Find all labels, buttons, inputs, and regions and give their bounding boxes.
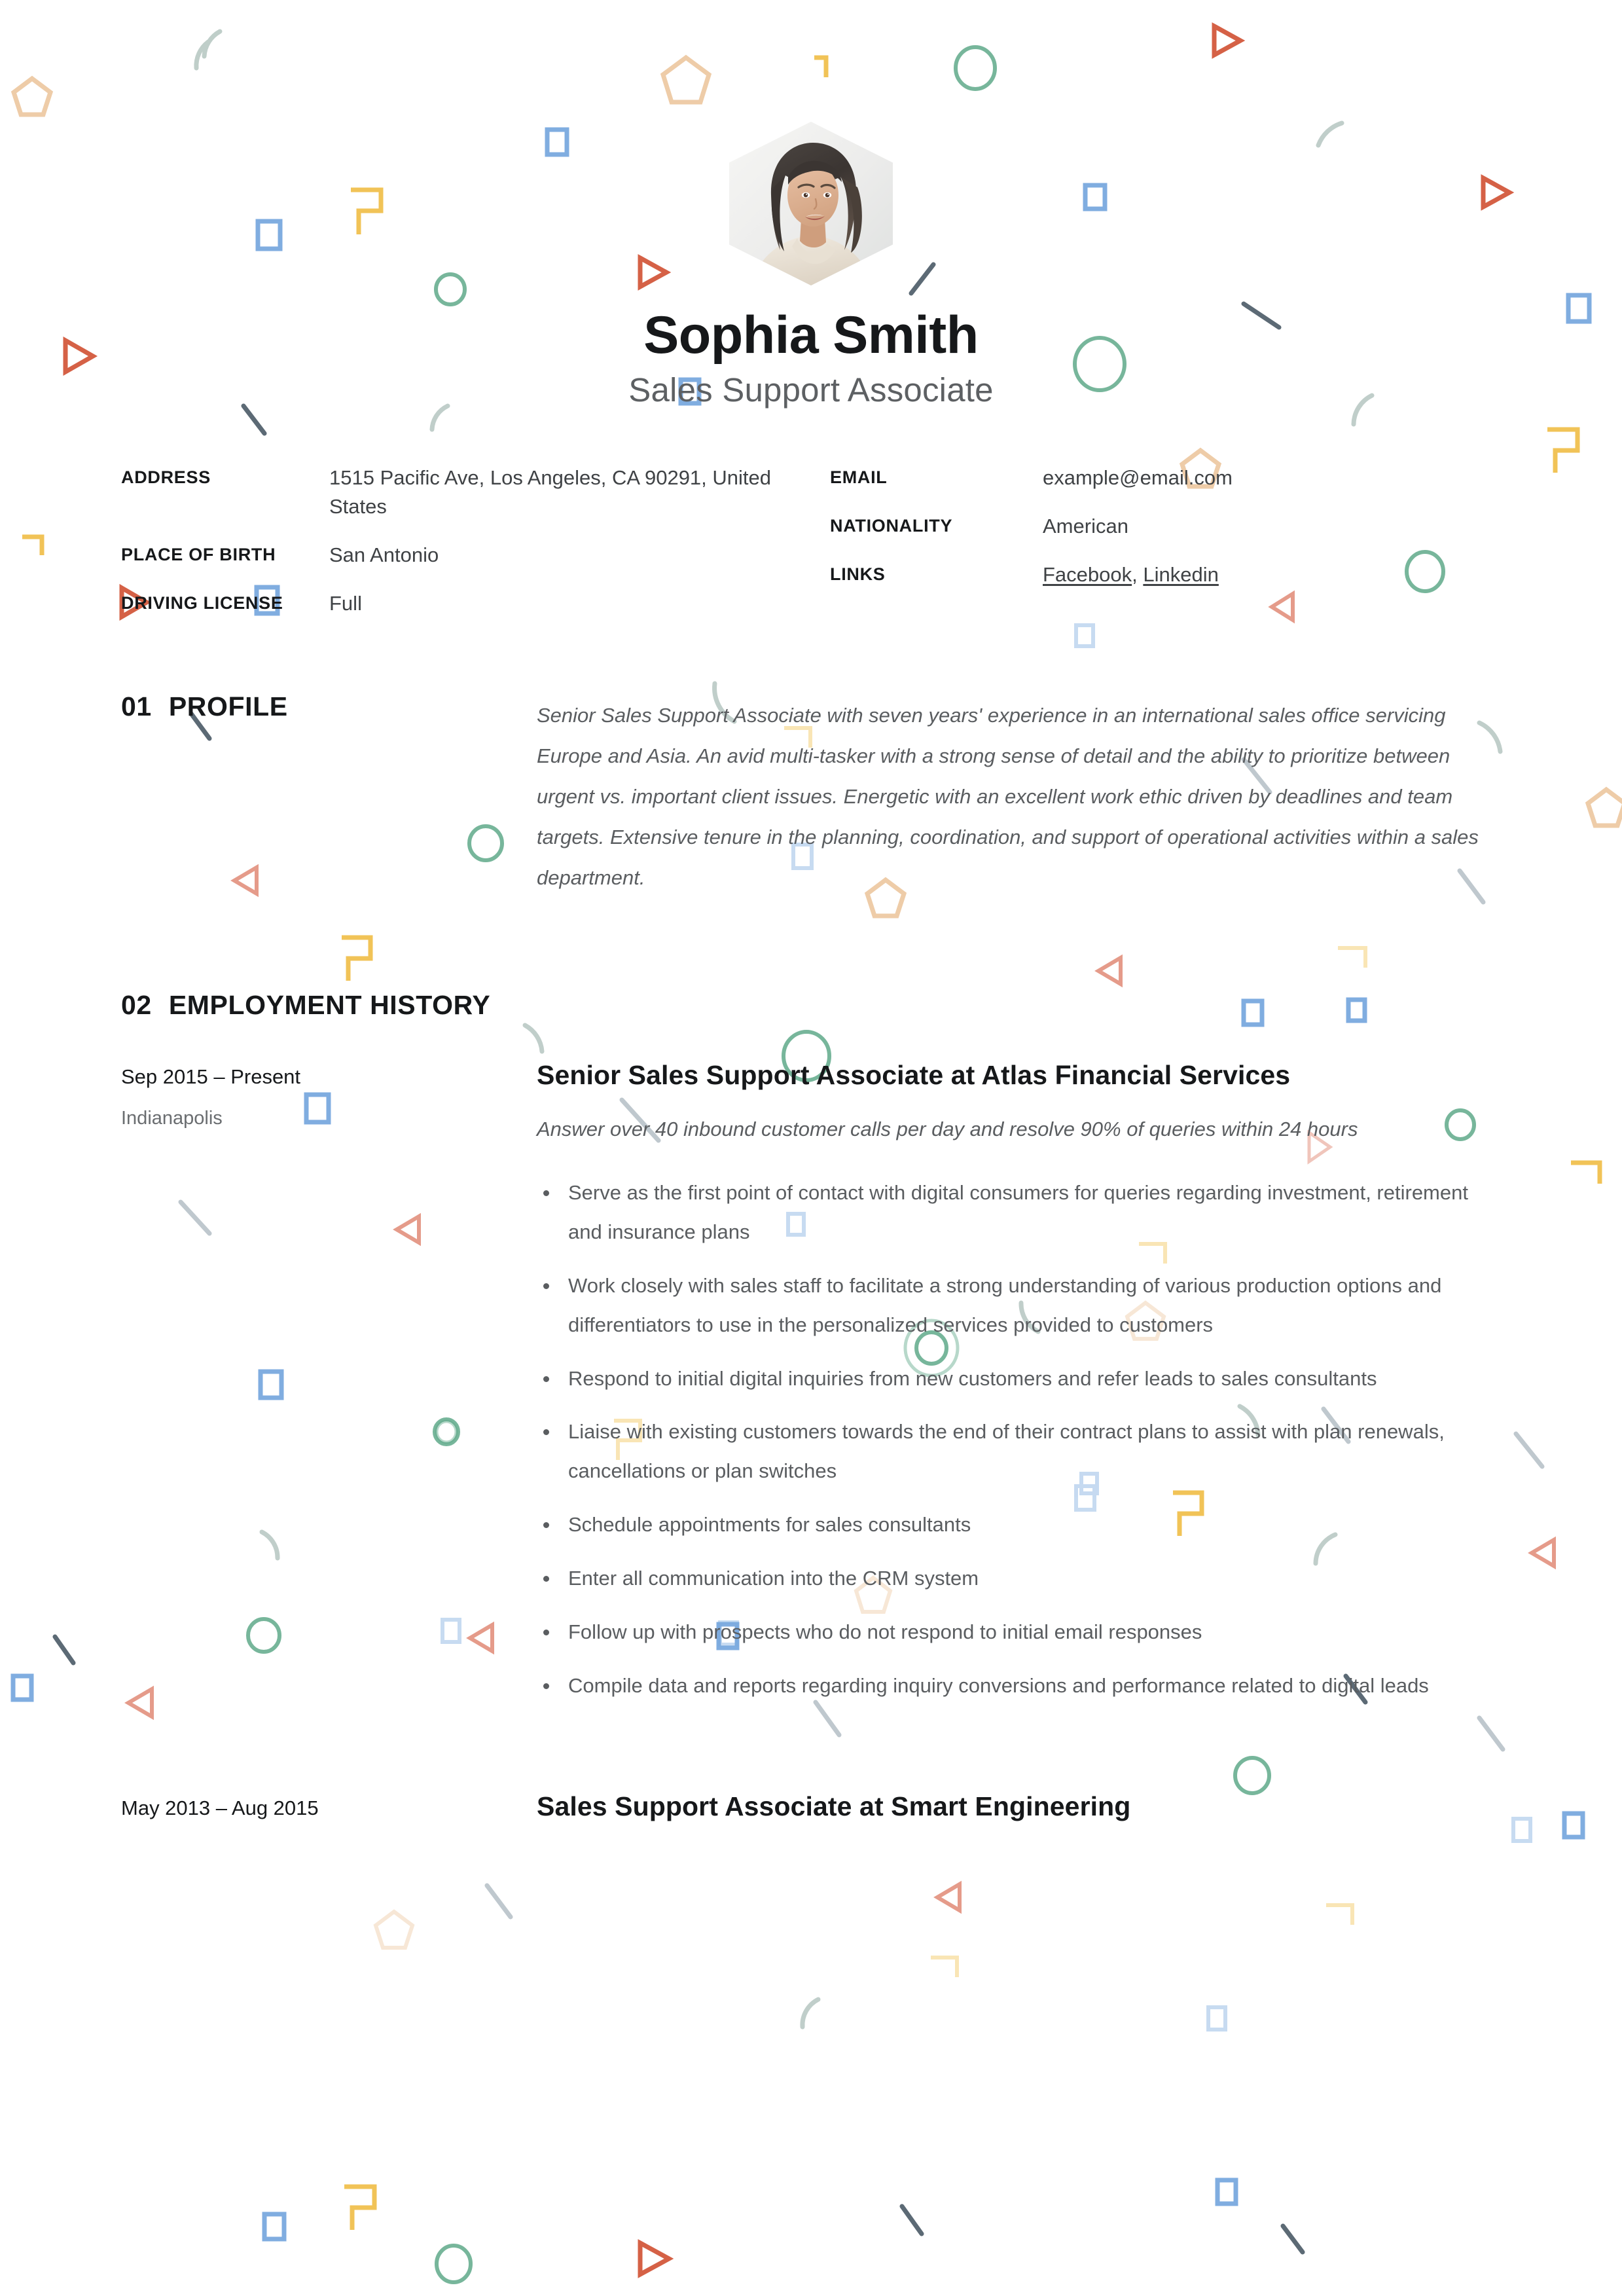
- bullet-text: Liaise with existing customers towards the end of their contract plans to assist with plan renewals, cancellations or plan switches: [568, 1420, 1445, 1483]
- page-title: Sophia Smith: [643, 306, 979, 365]
- bullet-dot-icon: [543, 1429, 549, 1435]
- job-title-subtitle: Sales Support Associate: [628, 371, 994, 409]
- section-profile: [0, 691, 1622, 898]
- bullet-text: Work closely with sales staff to facilitate a strong understanding of various production options and differentiators to use in the personalized services provided to customers: [568, 1273, 1442, 1336]
- section-employment-spacer: [537, 990, 1501, 1021]
- detail-value-nationality: American: [1043, 514, 1128, 538]
- detail-value-address: 1515 Pacific Ave, Los Angeles, CA 90291, United States: [329, 465, 772, 518]
- detail-row-email: [830, 464, 1501, 492]
- bullet-text: Enter all communication into the CRM system: [568, 1566, 979, 1590]
- detail-row-driving-license: [121, 589, 792, 618]
- list-item: [537, 1412, 1501, 1491]
- employment-entry: [0, 1059, 1622, 1705]
- contact-details: [0, 464, 1622, 618]
- avatar: [729, 122, 893, 285]
- detail-label-nationality: NATIONALITY: [830, 515, 953, 536]
- employment-entry-meta: [121, 1790, 537, 1823]
- detail-value-place-of-birth: San Antonio: [329, 543, 439, 566]
- bullet-text: Schedule appointments for sales consultants: [568, 1513, 971, 1537]
- list-item: [537, 1613, 1501, 1652]
- employment-entry-body: [537, 1790, 1501, 1823]
- bullet-text: Compile data and reports regarding inquiry conversions and performance related to digital leads: [568, 1673, 1429, 1697]
- section-employment-history: [0, 990, 1622, 1021]
- avatar-wrapper: [729, 122, 893, 285]
- resume-header: [0, 0, 1622, 409]
- employment-entry-body: [537, 1059, 1501, 1705]
- employment-job-summary: Answer over 40 inbound customer calls per day and resolve 90% of queries within 24 hours: [537, 1118, 1358, 1141]
- section-profile-title: PROFILE: [168, 691, 288, 722]
- employment-heading-gap: [0, 1021, 1622, 1059]
- list-item: [537, 1559, 1501, 1598]
- links-separator: ,: [1132, 562, 1144, 586]
- detail-label-links: LINKS: [830, 564, 886, 584]
- list-item: [537, 1266, 1501, 1345]
- link-facebook[interactable]: Facebook: [1043, 562, 1132, 586]
- section-profile-heading-column: [121, 691, 537, 898]
- detail-label-driving-license: DRIVING LICENSE: [121, 593, 283, 613]
- section-employment-title: EMPLOYMENT HISTORY: [168, 990, 491, 1021]
- profile-summary-text: Senior Sales Support Associate with seven years' experience in an international sales office servicing Europe and Asia. An avid multi-tasker with a strong sense of detail and the ability to prioritize between urgent vs. important client issues. Energetic with an excellent work ethic driven by deadlines and team targets. Extensive tenure in the planning, coordination, and support of operational activities within a sales department.: [537, 704, 1479, 890]
- list-item: [537, 1359, 1501, 1398]
- detail-row-address: [121, 464, 792, 521]
- detail-value-driving-license: Full: [329, 592, 362, 615]
- bullet-text: Serve as the first point of contact with digital consumers for queries regarding investment, retirement and insurance plans: [568, 1181, 1468, 1244]
- detail-row-links: [830, 560, 1501, 589]
- detail-value-email: example@email.com: [1043, 465, 1233, 489]
- employment-entry-meta: [121, 1059, 537, 1705]
- employment-job-heading: Senior Sales Support Associate at Atlas Financial Services: [537, 1060, 1291, 1091]
- employment-entry: [0, 1790, 1622, 1823]
- list-item: [537, 1666, 1501, 1705]
- list-item: [537, 1505, 1501, 1544]
- section-employment-number: 02: [121, 990, 152, 1021]
- bullet-dot-icon: [543, 1522, 549, 1528]
- section-profile-number: 01: [121, 691, 152, 722]
- detail-label-email: EMAIL: [830, 467, 888, 487]
- bullet-dot-icon: [543, 1283, 549, 1289]
- detail-label-address: ADDRESS: [121, 467, 211, 487]
- detail-label-place-of-birth: PLACE OF BIRTH: [121, 544, 276, 564]
- employment-dates: May 2013 – Aug 2015: [121, 1796, 319, 1820]
- link-linkedin[interactable]: Linkedin: [1143, 562, 1219, 586]
- employment-job-heading: Sales Support Associate at Smart Engineering: [537, 1791, 1131, 1822]
- bullet-dot-icon: [543, 1630, 549, 1635]
- contact-details-left-column: [121, 464, 792, 618]
- detail-row-nationality: [830, 512, 1501, 541]
- employment-dates: Sep 2015 – Present: [121, 1065, 301, 1089]
- bullet-dot-icon: [543, 1683, 549, 1689]
- detail-value-links: [1043, 560, 1219, 589]
- bullet-dot-icon: [543, 1190, 549, 1196]
- section-profile-body: [537, 691, 1501, 898]
- list-item: [537, 1173, 1501, 1252]
- employment-entry-gap: [0, 1705, 1622, 1790]
- detail-row-place-of-birth: [121, 541, 792, 570]
- section-profile-heading: [121, 691, 537, 722]
- bullet-dot-icon: [543, 1376, 549, 1382]
- bullet-text: Respond to initial digital inquiries from new customers and refer leads to sales consultants: [568, 1366, 1377, 1390]
- bullet-dot-icon: [543, 1576, 549, 1582]
- section-employment-heading: [121, 990, 537, 1021]
- employment-city: Indianapolis: [121, 1108, 223, 1129]
- employment-job-bullets: [537, 1173, 1501, 1705]
- section-employment-heading-column: [121, 990, 537, 1021]
- contact-details-right-column: [792, 464, 1501, 618]
- bullet-text: Follow up with prospects who do not respond to initial email responses: [568, 1620, 1202, 1643]
